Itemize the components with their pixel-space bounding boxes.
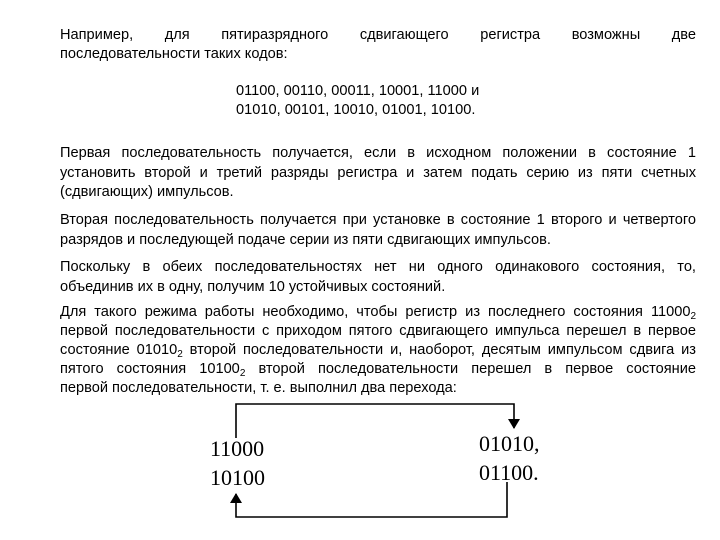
base-subscript: 2 bbox=[177, 349, 183, 360]
paragraph-transitions-line: пятого состояния $10100_2$ второй последовательности перешел в первое состояние bbox=[60, 361, 696, 379]
intro-word: возможны bbox=[571, 27, 641, 43]
paragraph-transitions-line: Для такого режима работы необходимо, чтобы регистр из последнего состояния $11000_2$ bbox=[60, 304, 696, 322]
paragraph-combined-states: Поскольку в обеих последовательностях нет ни одного одинакового состояния, то, объединив их в одну, получим 10 устойчивых состояний. bbox=[60, 259, 696, 295]
code-sequence-2: 01010, 00101, 10010, 01001, 10100. bbox=[236, 102, 476, 118]
base-subscript: 2 bbox=[239, 368, 246, 379]
intro-word: регистра bbox=[480, 27, 541, 43]
diagram-left-top-code: 11000 bbox=[210, 436, 265, 461]
intro-word: сдвигающего bbox=[359, 27, 449, 43]
intro-line-2: последовательности таких кодов: bbox=[60, 46, 288, 62]
base-subscript: 2 bbox=[690, 311, 696, 322]
intro-word: пятиразрядного bbox=[221, 27, 329, 43]
arrow-top-to-right bbox=[236, 404, 514, 438]
diagram-right-top-code: 01010, bbox=[479, 431, 540, 456]
paragraph-transitions-line: первой последовательности с приходом пятого сдвигающего импульса перешел в первое bbox=[60, 323, 696, 339]
intro-word: для bbox=[164, 27, 190, 43]
state-code: 10100 bbox=[199, 361, 240, 377]
code-sequence-1: 01100, 00110, 00011, 10001, 11000 и bbox=[236, 83, 480, 99]
paragraph-transitions-line: первой последовательности, т. е. выполнил два перехода: bbox=[60, 380, 457, 396]
intro-word: Например, bbox=[60, 27, 134, 43]
arrow-bottom-to-left bbox=[236, 482, 507, 517]
diagram-left-bottom-code: 10100 bbox=[210, 465, 265, 490]
intro-word: две bbox=[671, 27, 696, 43]
diagram-right-bottom-code: 01100. bbox=[479, 460, 539, 485]
state-code: 11000 bbox=[650, 304, 691, 320]
state-code: 01010 bbox=[136, 342, 178, 358]
paragraph-first-sequence: Первая последовательность получается, если в исходном положении в состояние 1 установить второй и третий разряды регистра и затем подать серию из пяти счетных (сдвигающих) импульсов. bbox=[60, 145, 696, 200]
paragraph-second-sequence: Вторая последовательность получается при установке в состояние 1 второго и четвертого разрядов и последующей подаче серии из пяти сдвигающих импульсов. bbox=[60, 212, 696, 248]
paragraph-transitions-line: состояние $01010_2$ второй последовательности и, наоборот, десятым импульсом сдвига из bbox=[60, 342, 696, 360]
